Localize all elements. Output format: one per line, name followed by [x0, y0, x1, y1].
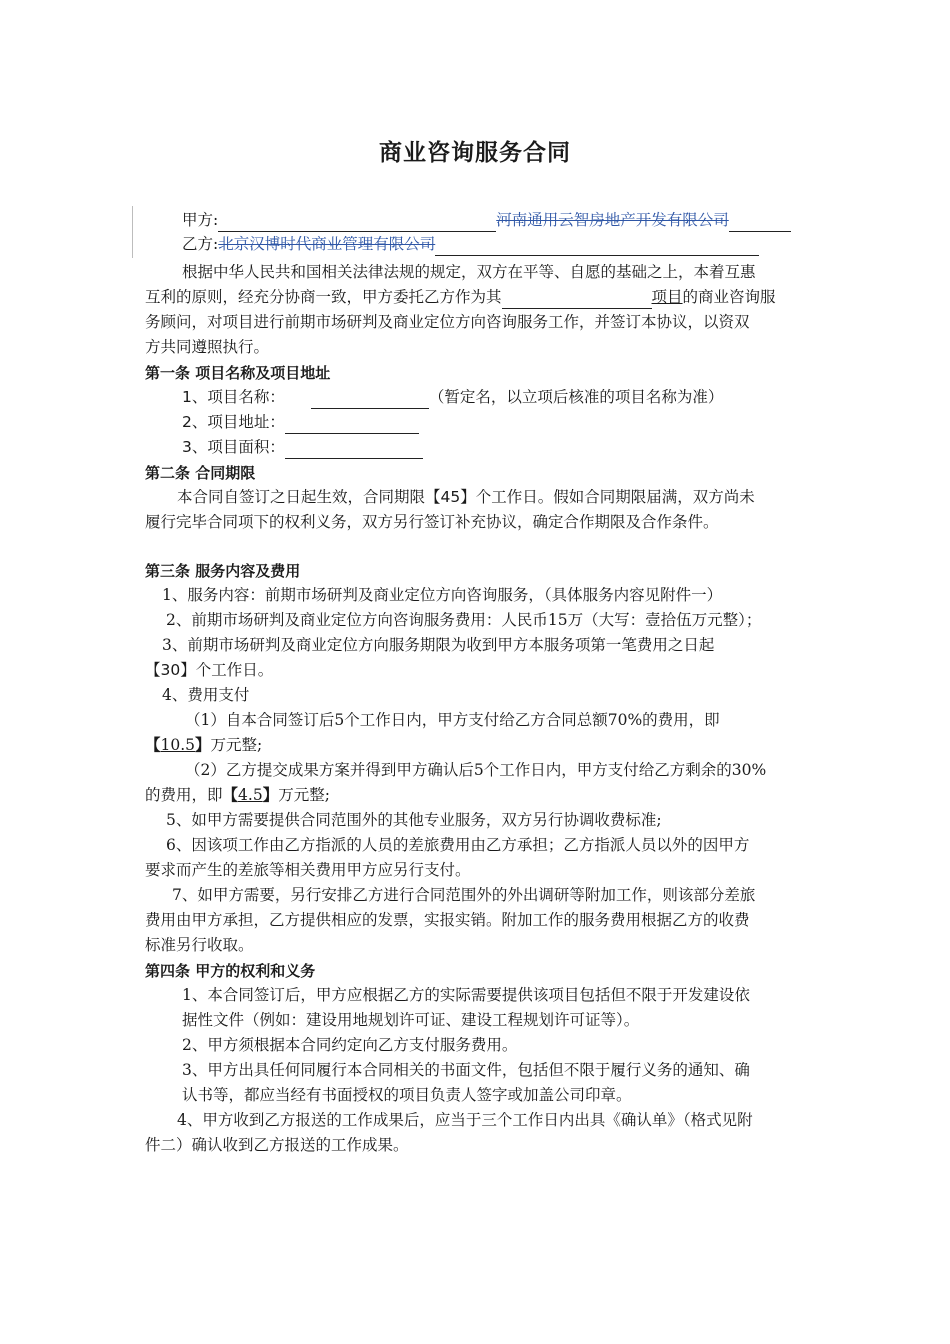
project-name-blank — [311, 390, 429, 409]
project-address-blank — [285, 415, 419, 434]
party-a-label: 甲方: — [182, 211, 219, 229]
term-line: 本合同自签订之日起生效，合同期限【45】个工作日。假如合同期限届满，双方尚未 — [177, 488, 755, 506]
service-term-line: 【30】个工作日。 — [145, 661, 274, 679]
revision-bar — [132, 206, 133, 258]
service-days: 【30】 — [145, 661, 196, 679]
additional-work-line: 费用由甲方承担，乙方提供相应的发票，实报实销。附加工作的服务费用根据乙方的收费 — [145, 911, 750, 929]
party-a-blank-tail — [729, 213, 791, 232]
party-a-line — [182, 208, 791, 232]
obligation-1-line: 据性文件（例如：建设用地规划许可证、建设工程规划许可证等）。 — [182, 1011, 640, 1029]
preamble-line: 方共同遵照执行。 — [145, 338, 270, 356]
party-b-label: 乙方: — [182, 235, 219, 253]
preamble-line: 务顾问，对项目进行前期市场研判及商业定位方向咨询服务工作，并签订本协议，以资双 — [145, 313, 750, 331]
obligation-4-line: 4、甲方收到乙方报送的工作成果后，应当于三个工作日内出具《确认单》（格式见附 — [177, 1111, 753, 1129]
obligation-3-line: 认书等，都应当经有书面授权的项目负责人签字或加盖公司印章。 — [182, 1086, 632, 1104]
payment-2-amount: 4.5 — [238, 786, 263, 804]
project-area-line: 3、项目面积： — [182, 435, 423, 459]
project-name-line: 1、项目名称： （暂定名，以立项后核准的项目名称为准） — [182, 385, 723, 409]
extra-service-line: 5、如甲方需要提供合同范围外的其他专业服务，双方另行协调收费标准; — [166, 811, 662, 829]
term-line: 履行完毕合同项下的权利义务，双方另行签订补充协议，确定合作期限及合作条件。 — [145, 513, 719, 531]
article-2-heading: 第二条 合同期限 — [145, 464, 256, 482]
payment-heading: 4、费用支付 — [162, 686, 250, 704]
payment-2-line: （2）乙方提交成果方案并得到甲方确认后5个工作日内，甲方支付给乙方剩余的30% — [185, 761, 767, 779]
project-area-blank — [285, 440, 423, 459]
obligation-3-line: 3、甲方出具任何同履行本合同相关的书面文件，包括但不限于履行义务的通知、确 — [182, 1061, 750, 1079]
payment-2-line: 的费用，即【4.5】万元整; — [145, 786, 330, 804]
party-b-blank — [435, 237, 759, 256]
service-term-line: 3、前期市场研判及商业定位方向服务期限为收到甲方本服务项第一笔费用之日起 — [162, 636, 715, 654]
term-days: 【45】 — [425, 488, 476, 506]
project-blank — [502, 290, 652, 309]
service-fee-line: 2、前期市场研判及商业定位方向咨询服务费用：人民币15万（大写：壹拾伍万元整）； — [166, 611, 762, 629]
article-1-heading: 第一条 项目名称及项目地址 — [145, 364, 331, 382]
article-4-heading: 第四条 甲方的权利和义务 — [145, 962, 316, 980]
travel-cost-line: 要求而产生的差旅等相关费用甲方应另行支付。 — [145, 861, 471, 879]
party-a-name: 河南通用云智房地产开发有限公司 — [496, 211, 729, 229]
payment-1-amount: 10.5 — [160, 736, 196, 754]
travel-cost-line: 6、因该项工作由乙方指派的人员的差旅费用由乙方承担；乙方指派人员以外的因甲方 — [166, 836, 750, 854]
additional-work-line: 7、如甲方需要，另行安排乙方进行合同范围外的外出调研等附加工作，则该部分差旅 — [172, 886, 756, 904]
additional-work-line: 标准另行收取。 — [145, 936, 254, 954]
project-address-line: 2、项目地址： — [182, 410, 419, 434]
project-name-note: （暂定名，以立项后核准的项目名称为准） — [428, 388, 724, 406]
obligation-1-line: 1、本合同签订后，甲方应根据乙方的实际需要提供该项目包括但不限于开发建设依 — [182, 986, 750, 1004]
project-word: 项目 — [651, 288, 683, 306]
payment-1-line: 【10.5】万元整; — [145, 736, 263, 754]
obligation-4-line: 件二）确认收到乙方报送的工作成果。 — [145, 1136, 409, 1154]
article-3-heading: 第三条 服务内容及费用 — [145, 562, 301, 580]
preamble-line: 互利的原则，经充分协商一致，甲方委托乙方作为其 项目的商业咨询服 — [145, 285, 776, 309]
party-b-name: 北京汉博时代商业管理有限公司 — [218, 235, 436, 253]
party-a-blank — [218, 213, 496, 232]
party-b-line — [182, 232, 759, 256]
contract-title: 商业咨询服务合同 — [379, 140, 571, 166]
obligation-2-line: 2、甲方须根据本合同约定向乙方支付服务费用。 — [182, 1036, 518, 1054]
service-content-line: 1、服务内容：前期市场研判及商业定位方向咨询服务，（具体服务内容见附件一） — [162, 586, 723, 604]
payment-1-line: （1）自本合同签订后5个工作日内，甲方支付给乙方合同总额70%的费用，即 — [185, 711, 720, 729]
preamble-line: 根据中华人民共和国相关法律法规的规定，双方在平等、自愿的基础之上，本着互惠 — [182, 263, 756, 281]
